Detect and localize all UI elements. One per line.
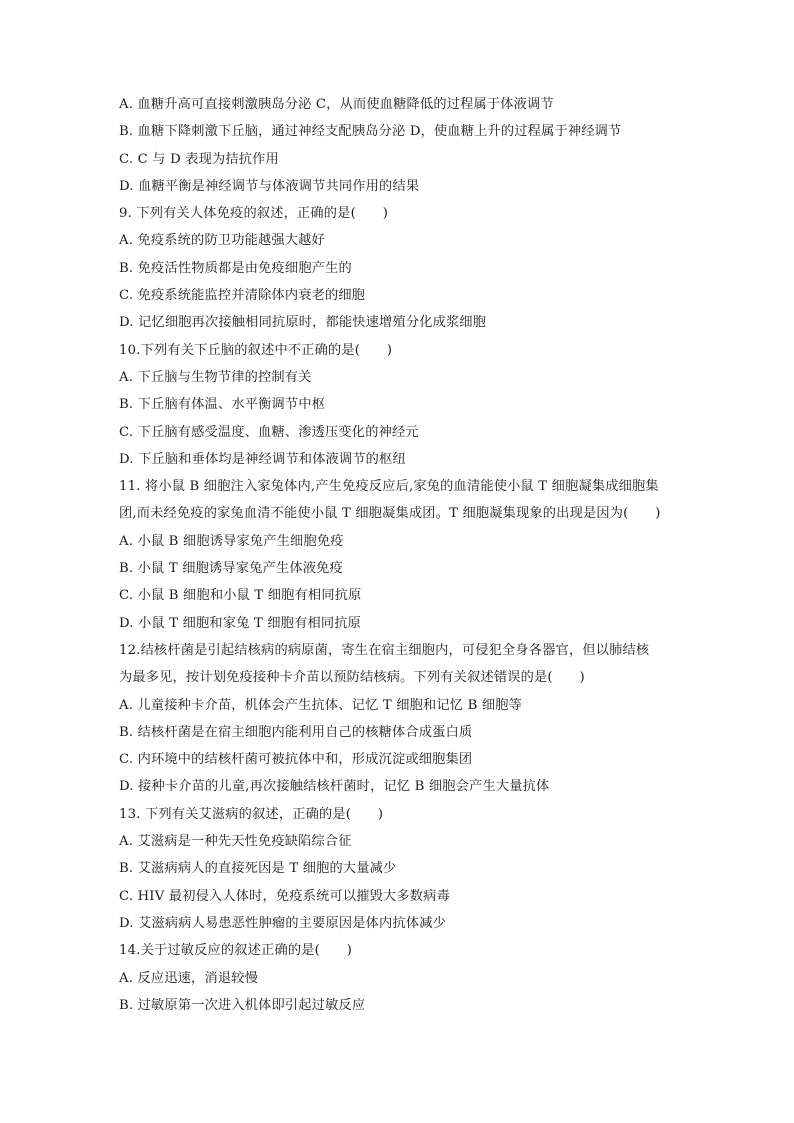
question-12 xyxy=(119,637,679,801)
option-11c: C. 小鼠 B 细胞和小鼠 T 细胞有相同抗原 xyxy=(119,588,362,604)
question-12-stem-line-1: 12.结核杆菌是引起结核病的病原菌，寄生在宿主细胞内，可侵犯全身各器官，但以肺结核 xyxy=(119,642,650,658)
question-14-stem: 14.关于过敏反应的叙述正确的是( ) xyxy=(119,943,353,959)
option-8b: B. 血糖下降刺激下丘脑，通过神经支配胰岛分泌 D，使血糖上升的过程属于神经调节 xyxy=(119,124,622,140)
option-12b: B. 结核杆菌是在宿主细胞内能利用自己的核糖体合成蛋白质 xyxy=(119,724,473,740)
option-12d: D. 接种卡介苗的儿童,再次接触结核杆菌时，记忆 B 细胞会产生大量抗体 xyxy=(119,779,550,795)
option-9a: A. 免疫系统的防卫功能越强大越好 xyxy=(119,233,325,249)
question-14 xyxy=(119,937,679,1019)
option-13a: A. 艾滋病是一种先天性免疫缺陷综合征 xyxy=(119,834,352,850)
option-11d: D. 小鼠 T 细胞和家兔 T 细胞有相同抗原 xyxy=(119,615,362,631)
option-9d: D. 记忆细胞再次接触相同抗原时，都能快速增殖分化成浆细胞 xyxy=(119,315,487,331)
question-10-stem: 10.下列有关下丘脑的叙述中不正确的是( ) xyxy=(119,342,393,358)
question-9-stem: 9. 下列有关人体免疫的叙述，正确的是( ) xyxy=(119,206,389,222)
question-13-stem: 13. 下列有关艾滋病的叙述，正确的是( ) xyxy=(119,806,384,822)
document-page xyxy=(119,91,679,1019)
option-12c: C. 内环境中的结核杆菌可被抗体中和，形成沉淀或细胞集团 xyxy=(119,752,473,768)
question-13 xyxy=(119,801,679,937)
question-10 xyxy=(119,337,679,473)
option-9b: B. 免疫活性物质都是由免疫细胞产生的 xyxy=(119,260,352,276)
option-8a: A. 血糖升高可直接刺激胰岛分泌 C，从而使血糖降低的过程属于体液调节 xyxy=(119,97,554,112)
option-14b: B. 过敏原第一次进入机体即引起过敏反应 xyxy=(119,997,366,1013)
option-11a: A. 小鼠 B 细胞诱导家兔产生细胞免疫 xyxy=(119,533,344,549)
question-11 xyxy=(119,473,679,637)
option-14a: A. 反应迅速，消退较慢 xyxy=(119,970,258,986)
option-8d: D. 血糖平衡是神经调节与体液调节共同作用的结果 xyxy=(119,178,420,194)
option-11b: B. 小鼠 T 细胞诱导家兔产生体液免疫 xyxy=(119,561,343,577)
question-9 xyxy=(119,200,679,336)
question-11-stem-line-2: 团,而未经免疫的家兔血清不能使小鼠 T 细胞凝集成团。T 细胞凝集现象的出现是因为( ) xyxy=(119,506,661,522)
option-13b: B. 艾滋病病人的直接死因是 T 细胞的大量减少 xyxy=(119,861,397,877)
option-10d: D. 下丘脑和垂体均是神经调节和体液调节的枢纽 xyxy=(119,451,406,467)
question-12-stem-line-2: 为最多见，按计划免疫接种卡介苗以预防结核病。下列有关叙述错误的是( ) xyxy=(119,670,585,686)
option-10c: C. 下丘脑有感受温度、血糖、渗透压变化的神经元 xyxy=(119,424,419,440)
option-13d: D. 艾滋病病人易患恶性肿瘤的主要原因是体内抗体减少 xyxy=(119,915,446,931)
option-8c: C. C 与 D 表现为拮抗作用 xyxy=(119,151,279,167)
option-12a: A. 儿童接种卡介苗，机体会产生抗体、记忆 T 细胞和记忆 B 细胞等 xyxy=(119,697,523,713)
question-8-options xyxy=(119,91,679,200)
option-9c: C. 免疫系统能监控并清除体内衰老的细胞 xyxy=(119,288,366,304)
question-11-stem-line-1: 11. 将小鼠 B 细胞注入家兔体内,产生免疫反应后,家兔的血清能使小鼠 T 细胞凝集成细胞集 xyxy=(119,479,659,495)
option-13c: C. HIV 最初侵入人体时，免疫系统可以摧毁大多数病毒 xyxy=(119,888,450,904)
option-10b: B. 下丘脑有体温、水平衡调节中枢 xyxy=(119,397,326,413)
option-10a: A. 下丘脑与生物节律的控制有关 xyxy=(119,369,312,385)
